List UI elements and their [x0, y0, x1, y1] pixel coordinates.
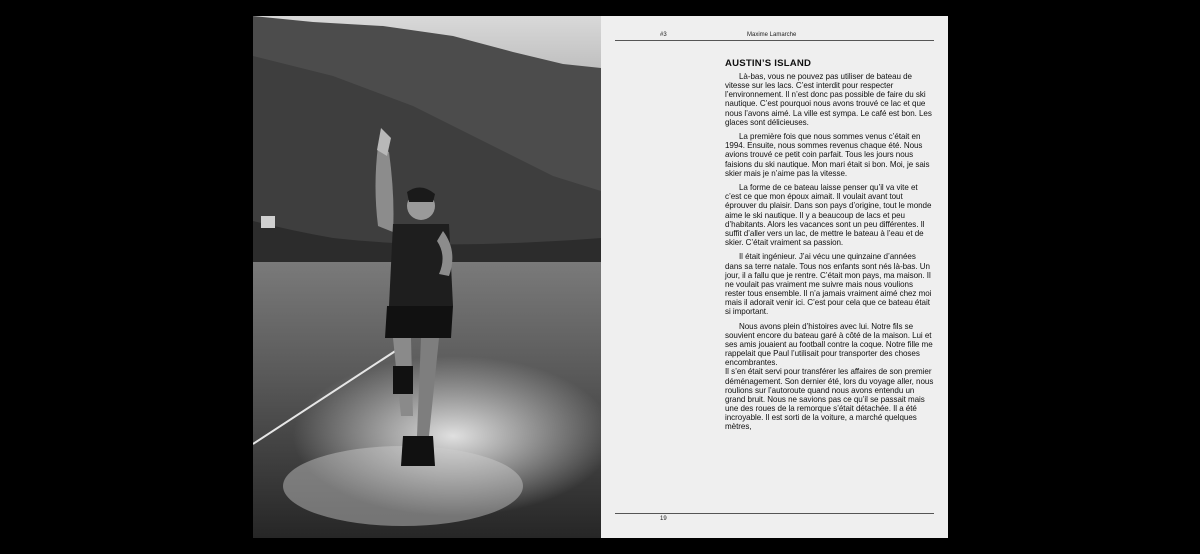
- water-skier-photo: [253, 16, 601, 538]
- issue-number: #3: [660, 32, 667, 38]
- article-title: AUSTIN’S ISLAND: [725, 58, 812, 69]
- paragraph: Il était ingénieur. J’ai vécu une quinzaine d’années dans sa terre natale. Tous nos enfants sont nés là-bas. Un jour, il a fallu que je rentre. C’était mon pays, ma maison. Il ne voulait pas vraiment me suivre mais nous voulions rester tous ensemble. Il n’a jamais vraiment aimé chez moi mais il adorait venir ici. C’est pour cela que ce bateau était si important.: [725, 252, 932, 317]
- paragraph: La première fois que nous sommes venus c’était en 1994. Ensuite, nous sommes revenus chaque été. Nous avions trouvé ce petit coin parfait. Tous les jours nous faisions du ski nautique. Mon mari était si bon. Moi, je sais skier mais je n’aime pas la vitesse.: [725, 132, 930, 178]
- castle: [261, 216, 275, 228]
- paragraph: La forme de ce bateau laisse penser qu’il va vite et c’est ce que mon époux aimait. Il voulait avant tout éprouver du plaisir. Dans son pays d’origine, tout le monde aime le ski nautique. Il y a beaucoup de lacs et peu d’habitants. Alors les vacances sont un peu différentes. Il suffit d’aller vers un lac, de mettre le bateau à l’eau et de skier. C’était vraiment sa passion.: [725, 183, 932, 248]
- footer-rule: [615, 513, 934, 514]
- paragraph: Il s’en était servi pour transférer les affaires de son premier déménagement. Son dernier été, lors du voyage aller, nous roulions sur l’autoroute quand nous avons entendu un grand bruit. Nous ne savions pas ce qu’il se passait mais une des roues de la remorque s’était détachée. Il a été incroyable. Il est sorti de la voiture, a marché quelques mètres,: [725, 367, 934, 432]
- author-name: Maxime Lamarche: [747, 32, 797, 38]
- text-page: [601, 16, 948, 538]
- paragraph: Nous avons plein d’histoires avec lui. Notre fils se souvient encore du bateau garé à côté de la maison. Lui et ses amis jouaient au football contre la coque. Notre fille me rappelait que Paul l’utilisait pour transporter des choses encombrantes.: [725, 321, 933, 368]
- article-body: [725, 58, 935, 432]
- page-number: 19: [660, 516, 667, 522]
- photo-page: [253, 16, 601, 538]
- header-rule: [615, 40, 934, 41]
- book-spread: [253, 16, 948, 538]
- paragraph: Là-bas, vous ne pouvez pas utiliser de bateau de vitesse sur les lacs. C’est interdit pour respecter l’environnement. Il n’est donc pas possible de faire du ski nautique. C’est pourquoi nous avons trouvé ce lac et que nous l’avons aimé. La ville est sympa. Le café est bon. Les glaces sont délicieuses.: [725, 72, 932, 127]
